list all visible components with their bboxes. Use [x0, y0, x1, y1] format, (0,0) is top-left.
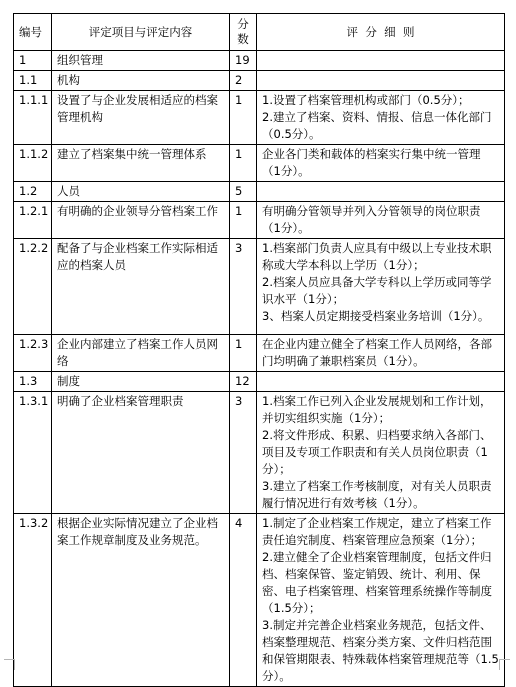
row-code: 1.2.2	[14, 239, 52, 335]
row-code: 1.2.1	[14, 202, 52, 239]
table-row	[14, 91, 505, 145]
row-item: 配备了与企业档案工作实际相适应的档案人员	[52, 239, 230, 335]
row-code: 1.1	[14, 71, 52, 91]
criteria-line: 2.建立了档案、资料、情报、信息一体化部门（0.5分）。	[262, 110, 492, 141]
row-item: 制度	[52, 372, 230, 392]
scoring-table	[13, 13, 505, 687]
row-code: 1.3.2	[14, 514, 52, 687]
criteria-line: 2.将文件形成、积累、归档要求纳入各部门、项目及专项工作职责和有关人员岗位职责（1分）；	[262, 428, 492, 476]
row-item: 明确了企业档案管理职责	[52, 392, 230, 514]
header-score-bottom: 数	[237, 32, 249, 46]
row-score: 1	[230, 335, 257, 372]
criteria-line: 1.档案工作已列入企业发展规划和工作计划，并切实组织实施（1分）；	[262, 394, 492, 425]
row-criteria	[257, 91, 505, 145]
table-row	[14, 335, 505, 372]
header-row	[14, 14, 505, 51]
row-score: 4	[230, 514, 257, 687]
row-code: 1.3	[14, 372, 52, 392]
criteria-line: 3、档案人员定期接受档案业务培训（1分）。	[262, 309, 490, 323]
row-code: 1.2.3	[14, 335, 52, 372]
row-criteria	[257, 182, 505, 202]
criteria-line: 2.建立健全了企业档案管理制度，包括文件归档、档案保管、鉴定销毁、统计、利用、保密、电子档案管理、档案管理系统操作等制度（1.5分）；	[262, 550, 492, 615]
row-item: 有明确的企业领导分管档案工作	[52, 202, 230, 239]
criteria-line: 在企业内建立健全了档案工作人员网络，各部门均明确了兼职档案员（1分）。	[262, 337, 492, 368]
criteria-line: 1.设置了档案管理机构或部门（0.5分）；	[262, 93, 470, 107]
row-criteria	[257, 71, 505, 91]
table-row	[14, 202, 505, 239]
row-score: 2	[230, 71, 257, 91]
row-item: 组织管理	[52, 51, 230, 71]
criteria-line: 3.建立了档案工作考核制度，对有关人员职责履行情况进行有效考核（1分）。	[262, 479, 492, 510]
row-criteria	[257, 335, 505, 372]
row-item: 建立了档案集中统一管理体系	[52, 145, 230, 182]
table-row	[14, 392, 505, 514]
row-code: 1	[14, 51, 52, 71]
criteria-line: 2.档案人员应具备大学专科以上学历或同等学识水平（1分）；	[262, 275, 492, 306]
table-row	[14, 372, 505, 392]
header-item: 评定项目与评定内容	[52, 14, 230, 51]
header-score	[230, 14, 257, 51]
row-score: 12	[230, 372, 257, 392]
row-criteria	[257, 239, 505, 335]
header-criteria: 评 分 细 则	[257, 14, 505, 51]
row-code: 1.1.1	[14, 91, 52, 145]
table-row	[14, 182, 505, 202]
corner-mark-left	[4, 659, 15, 670]
row-code: 1.2	[14, 182, 52, 202]
row-score: 19	[230, 51, 257, 71]
header-code: 编号	[14, 14, 52, 51]
row-score: 3	[230, 239, 257, 335]
row-score: 1	[230, 145, 257, 182]
table-row	[14, 145, 505, 182]
row-item: 人员	[52, 182, 230, 202]
row-criteria	[257, 392, 505, 514]
row-score: 5	[230, 182, 257, 202]
row-item: 根据企业实际情况建立了企业档案工作规章制度及业务规范。	[52, 514, 230, 687]
row-criteria	[257, 51, 505, 71]
row-item: 机构	[52, 71, 230, 91]
row-score: 1	[230, 91, 257, 145]
row-criteria	[257, 202, 505, 239]
table-row	[14, 71, 505, 91]
corner-mark-right	[499, 659, 510, 670]
header-score-top: 分	[237, 17, 249, 31]
row-code: 1.1.2	[14, 145, 52, 182]
criteria-line: 3.制定并完善企业档案业务规范，包括文件、档案整理规范、档案分类方案、文件归档范围和保管期限表、特殊载体档案管理规范等（1.5分）。	[262, 618, 499, 683]
row-score: 3	[230, 392, 257, 514]
row-item: 企业内部建立了档案工作人员网络	[52, 335, 230, 372]
criteria-line: 有明确分管领导并列入分管领导的岗位职责（1分）。	[262, 204, 481, 235]
row-criteria	[257, 372, 505, 392]
row-score: 1	[230, 202, 257, 239]
row-criteria	[257, 514, 505, 687]
table-row	[14, 239, 505, 335]
row-criteria	[257, 145, 505, 182]
table-row	[14, 514, 505, 687]
row-item: 设置了与企业发展相适应的档案管理机构	[52, 91, 230, 145]
table-body	[14, 51, 505, 687]
row-code: 1.3.1	[14, 392, 52, 514]
table-row	[14, 51, 505, 71]
criteria-line: 企业各门类和载体的档案实行集中统一管理（1分）。	[262, 147, 481, 178]
criteria-line: 1.制定了企业档案工作规定，建立了档案工作责任追究制度、档案管理应急预案（1分）；	[262, 516, 492, 547]
criteria-line: 1.档案部门负责人应具有中级以上专业技术职称或大学本科以上学历（1分）；	[262, 241, 492, 272]
